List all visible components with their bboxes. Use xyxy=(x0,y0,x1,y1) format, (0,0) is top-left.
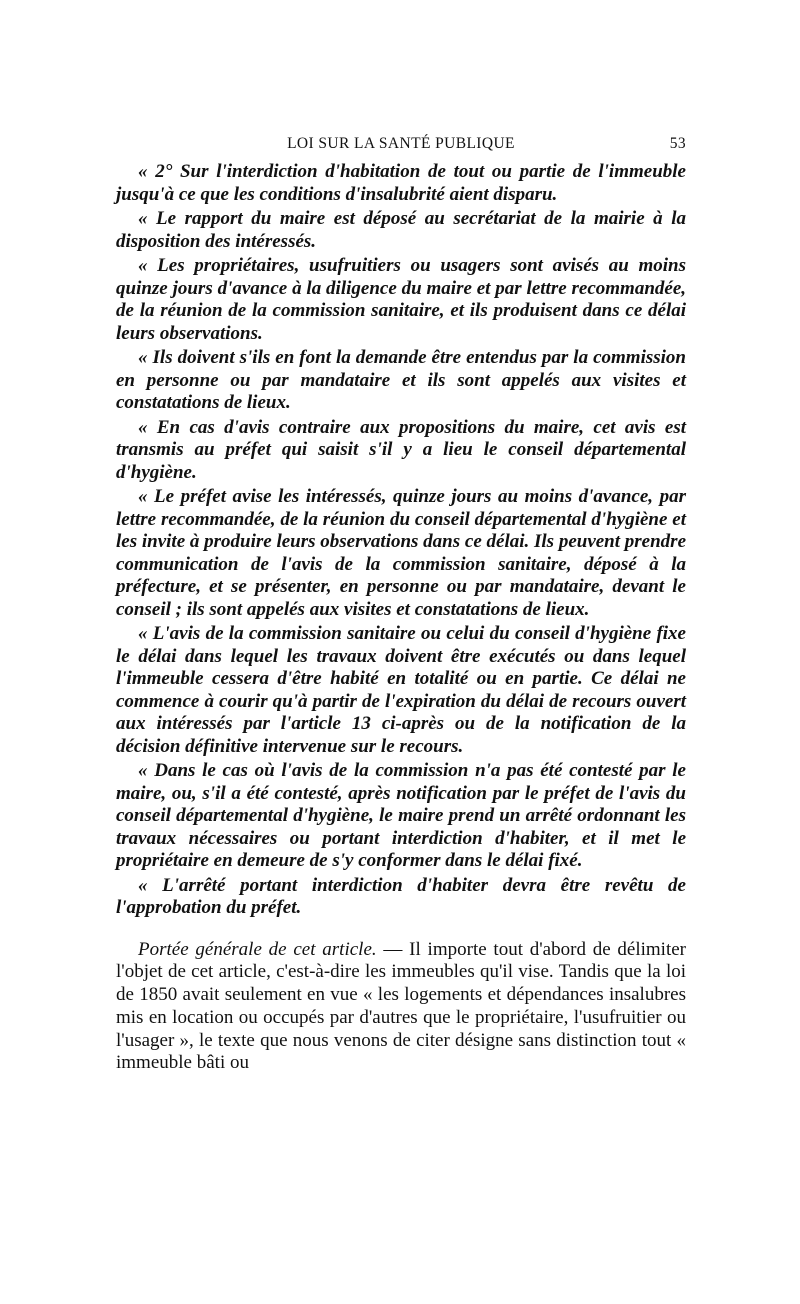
section-gap xyxy=(116,922,686,939)
quoted-paragraph: « En cas d'avis contraire aux propositions du maire, cet avis est transmis au préfet qui saisit s'il y a lieu le conseil départemental d'hygiène. xyxy=(116,416,686,483)
commentary-paragraph xyxy=(116,939,686,1076)
running-header xyxy=(116,133,686,161)
quoted-paragraph: « L'arrêté portant interdiction d'habiter devra être revêtu de l'approbation du préfet. xyxy=(116,874,686,918)
quoted-paragraph: « Le préfet avise les intéressés, quinze jours au moins d'avance, par lettre recommandée, de la réunion du conseil départemental d'hygiène et les invite à produire leurs observations dans ce délai. Ils peuvent prendre communication de l'avis de la commission sanitaire, déposé à la préfecture, et se présenter, en personne ou par mandataire, devant le conseil ; ils sont appelés aux visites et constatations de lieux. xyxy=(116,486,686,620)
quoted-paragraph: « Dans le cas où l'avis de la commission n'a pas été contesté par le maire, ou, s'il a été contesté, après notification par le préfet de l'avis du conseil départemental d'hygiène, le maire prend un arrêté ordonnant les travaux nécessaires ou portant interdiction d'habiter, et il met le propriétaire en demeure de s'y conformer dans le délai fixé. xyxy=(116,760,686,871)
page-title: LOI SUR LA SANTÉ PUBLIQUE xyxy=(287,135,515,152)
quoted-paragraph: « 2° Sur l'interdiction d'habitation de tout ou partie de l'immeuble jusqu'à ce que les conditions d'insalubrité aient disparu. xyxy=(116,161,686,205)
quoted-paragraph: « Ils doivent s'ils en font la demande être entendus par la commission en personne ou par mandataire et ils sont appelés aux visites et constatations de lieux. xyxy=(116,347,686,413)
page-number: 53 xyxy=(669,135,686,152)
quoted-paragraph: « L'avis de la commission sanitaire ou celui du conseil d'hygiène fixe le délai dans lequel les travaux doivent être exécutés ou dans lequel l'immeuble cessera d'être habité en totalité ou en partie. Ce délai ne commence à courir qu'à partir de l'expiration du délai de recours ouvert aux intéressés par l'article 13 ci-après ou de la notification de la décision définitive intervenue sur le recours. xyxy=(116,623,686,757)
book-page xyxy=(116,133,686,1075)
quoted-law-text xyxy=(116,161,686,920)
quoted-paragraph: « Le rapport du maire est déposé au secrétariat de la mairie à la disposition des intéressés. xyxy=(116,208,686,252)
commentary-lead: Portée générale de cet article. xyxy=(138,938,377,960)
commentary-text: — Il importe tout d'abord de délimiter l'objet de cet article, c'est-à-dire les immeubles qu'il vise. Tandis que la loi de 1850 avait seulement en vue « les logements et dépendances insalubres mis en location ou occupés par d'autres que le propriétaire, l'usufruitier ou l'usager », le texte que nous venons de citer désigne sans distinction tout « immeuble bâti ou xyxy=(116,938,687,1074)
quoted-paragraph: « Les propriétaires, usufruitiers ou usagers sont avisés au moins quinze jours d'avance à la diligence du maire et par lettre recommandée, de la réunion de la commission sanitaire, et ils produisent dans ce délai leurs observations. xyxy=(116,255,686,344)
